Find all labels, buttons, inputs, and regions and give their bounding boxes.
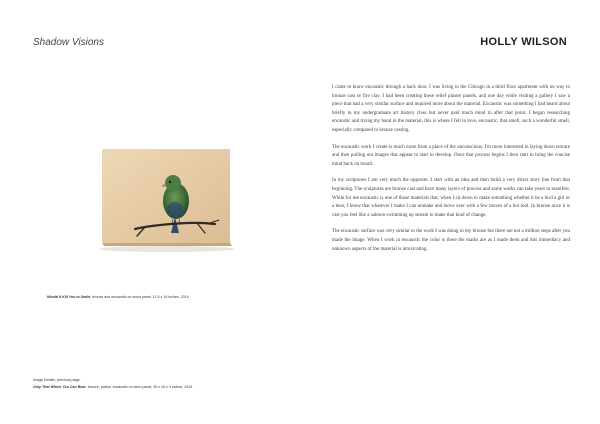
credit-heading: Image Details, previous page: [33, 378, 81, 382]
image-credit [33, 377, 293, 390]
artwork-photo [47, 125, 287, 287]
artwork-image [47, 125, 287, 287]
artwork-caption [47, 295, 297, 300]
credit-title: Only That Which You Can Bear [33, 384, 86, 389]
paragraph-2: The encaustic work I create is much more from a place of the unconscious. I'm more interested in laying down texture and then pulling out images that appear to start to develop. Once that process begins I then start to bring the concise mind back on board. [332, 144, 570, 167]
paragraph-4: The encaustic surface was very similar to the work I was doing in my bronze but there are not a million steps after you made the image. When I work in encaustic the color is there the marks are as I made them and this immediacy and unknown aspects of the material is intoxicating. [332, 229, 570, 252]
caption-details: : bronze and encaustic on wood panel, 11.5 x 16 inches, 2014 [90, 295, 189, 299]
book-title: Shadow Visions [33, 37, 104, 48]
paragraph-3: In my sculptures I am very much the opposite. I start with an idea and then build a very direct story line from that beginning. The sculptures are bronze cast and have many layers of process and some works can take years to manifest. While for me encaustic is one of those materials that, when I sit down to make something whether it be a bird a girl or a bear, I know that whatever I make I can unmake and move over with a few moves of a hot tool. In bronze once it is cast you feel like a salmon swimming up stream to make that kind of change. [332, 178, 570, 218]
artist-name: HOLLY WILSON [480, 36, 567, 48]
essay-text [332, 84, 570, 262]
bird-head [165, 175, 181, 191]
panel-edge [102, 243, 232, 246]
credit-details: , bronze, patina, encaustic on birch panel, 20 x 16 x 4 inches, 2015 [85, 384, 193, 389]
caption-title: Would It Kill You to Smile [47, 295, 91, 299]
paragraph-1: I came to know encaustic through a back door. I was living in the Chicago in a third floor apartment with no way to bronze cast or fire clay. I had been creating these relief plaster panels, and one day while visiting a gallery I saw a piece that had a very similar surface and inquired more about the material. Encaustic was something I had heard about briefly in my undergraduate art history class but never paid much mind to after that point. I began researching encaustic and trying my hand in the material, this is where I fell in love, encaustic, that smell, such a wonderful smell, especially compared to bronze casting. [332, 85, 570, 133]
